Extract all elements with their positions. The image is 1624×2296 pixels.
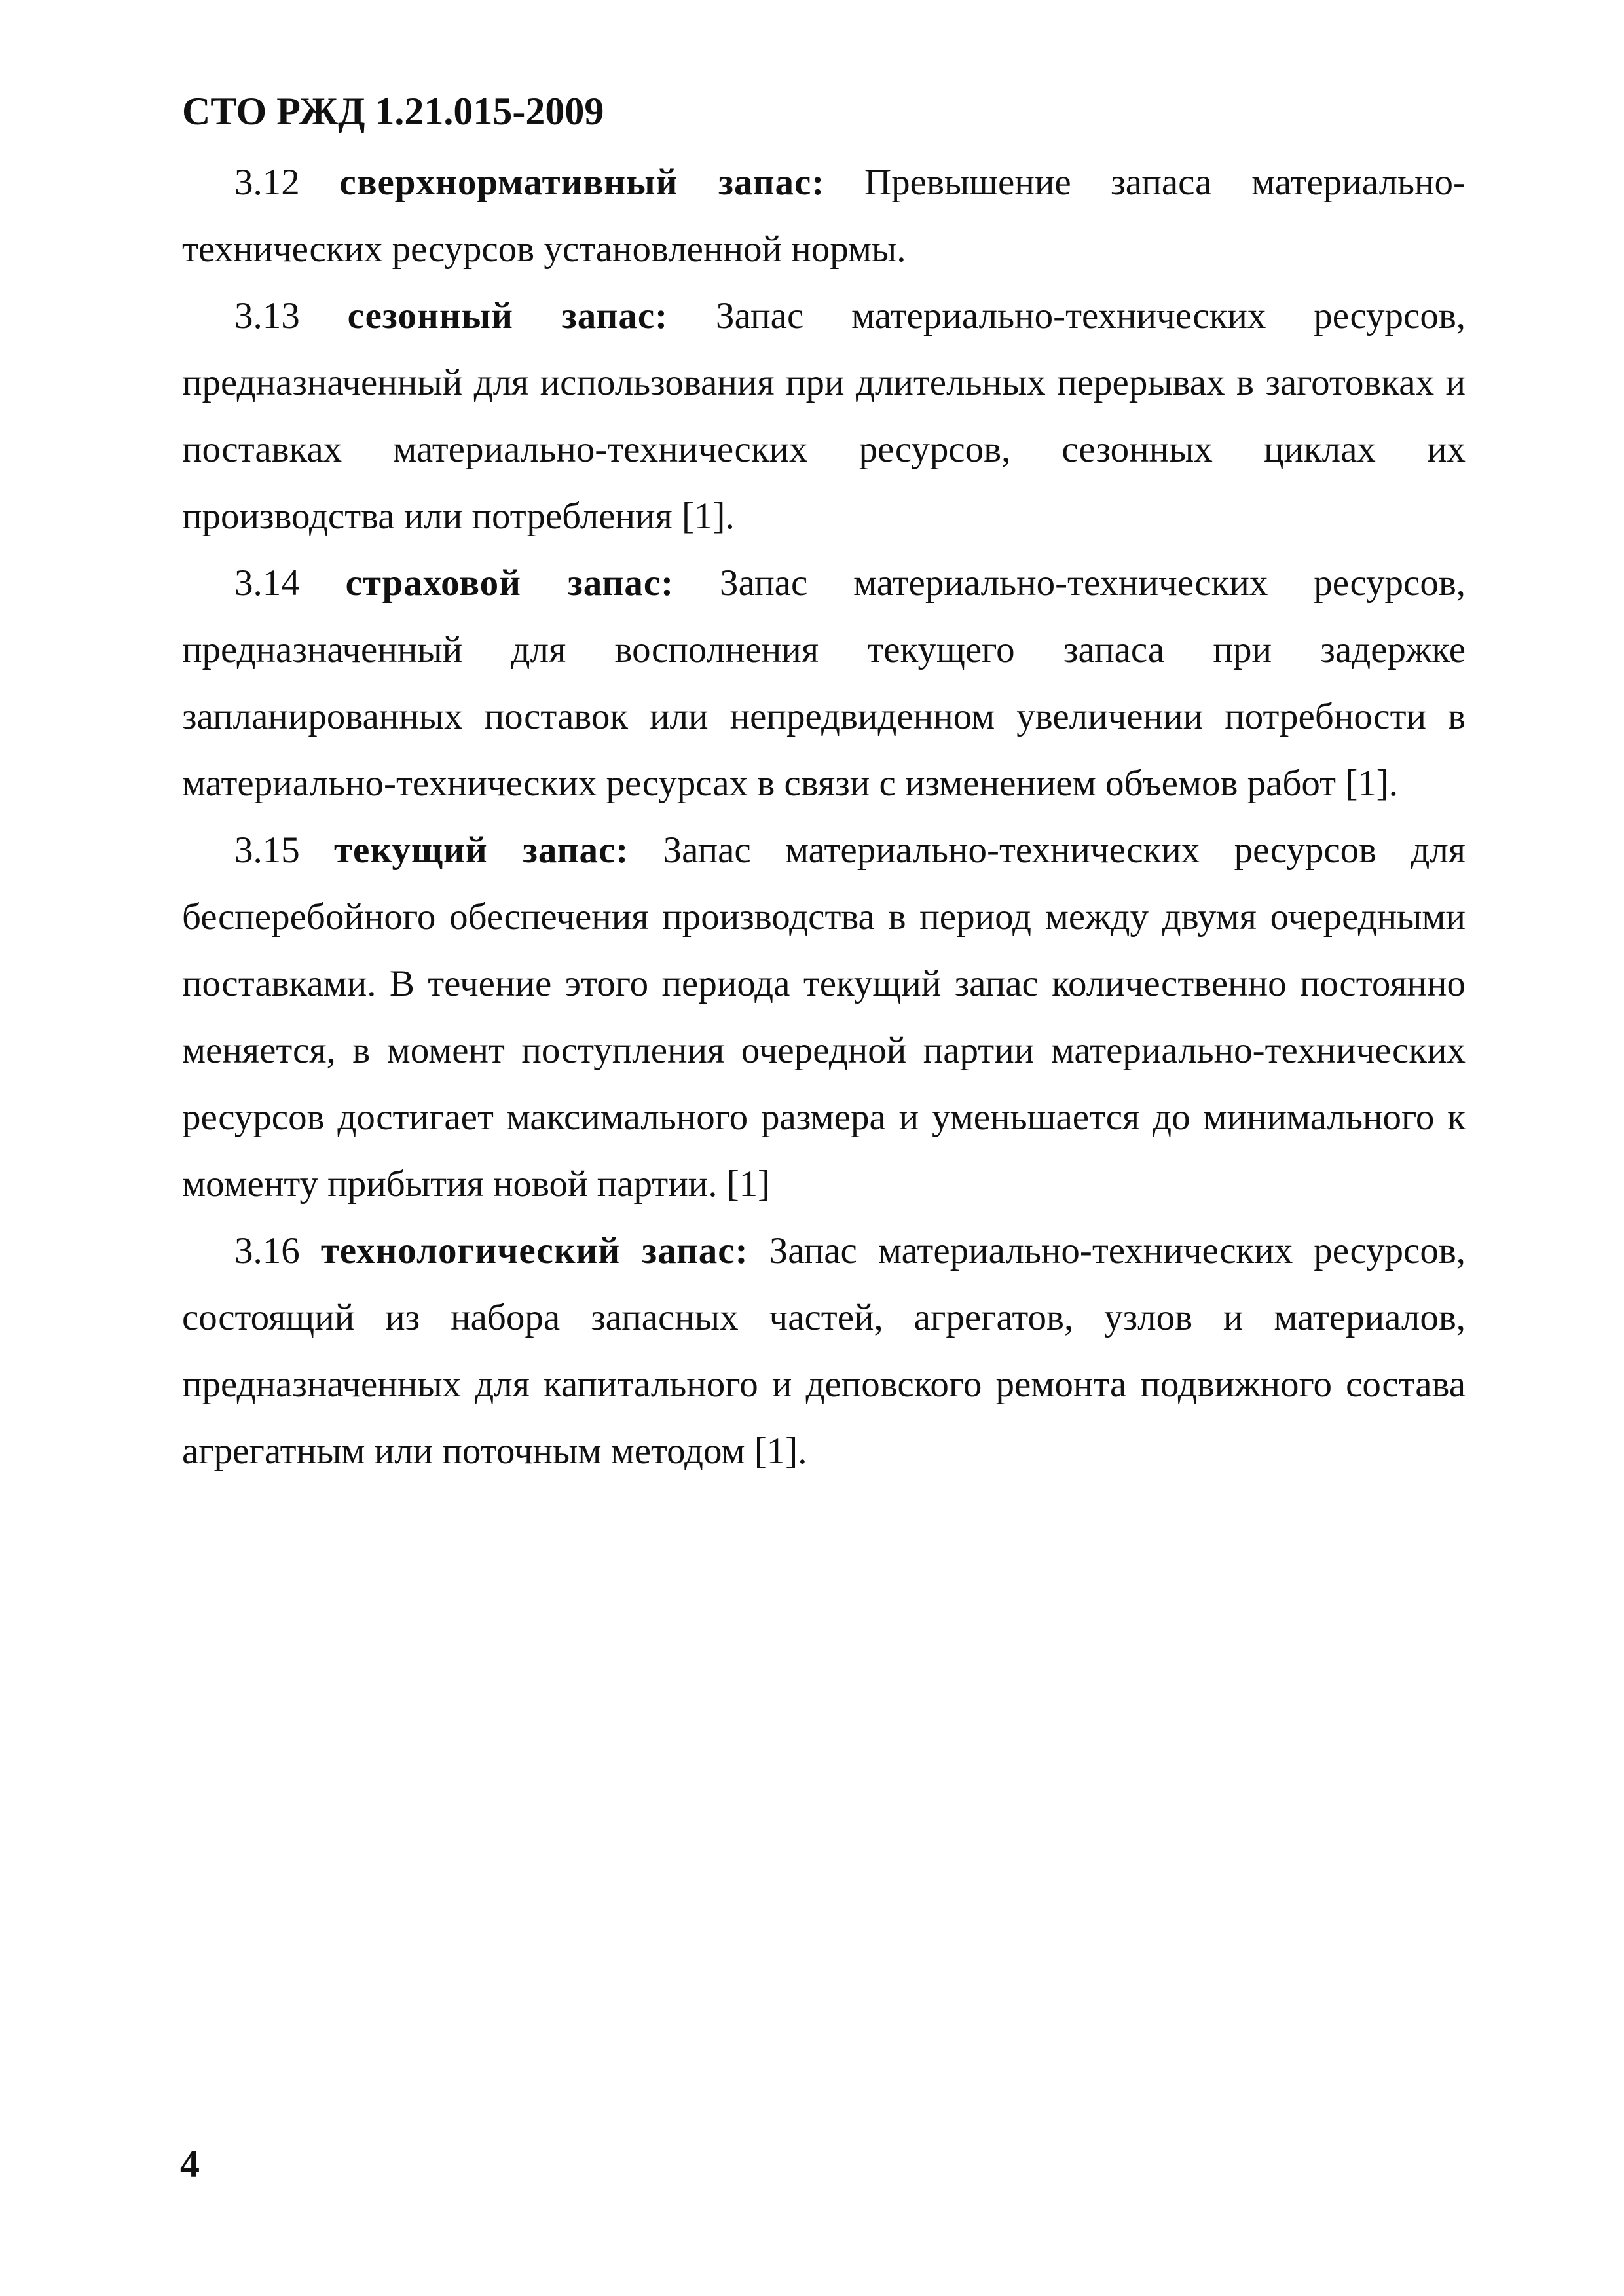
- terms-section: [182, 149, 1466, 1485]
- term-number: 3.15: [234, 829, 300, 871]
- term-definition: Запас материально-технических ресурсов, состоящий из набора запасных частей, агрегатов, узлов и материалов, предназначенных для капитального и деповского ремонта подвижного состава агрегатным или поточным методом [1].: [182, 1230, 1466, 1472]
- term-number: 3.12: [234, 162, 300, 203]
- document-code-header: СТО РЖД 1.21.015-2009: [182, 90, 604, 133]
- term-3-16: [182, 1218, 1466, 1485]
- term-name: текущий запас:: [334, 829, 629, 871]
- term-3-13: [182, 283, 1466, 550]
- term-name: технологический запас:: [320, 1230, 748, 1271]
- term-number: 3.16: [234, 1230, 300, 1271]
- term-definition: Запас материально-технических ресурсов, предназначенный для восполнения текущего запаса при задержке запланированных поставок или непредвиденном увеличении потребности в материально-технических ресурсах в связи с изменением объемов работ [1].: [182, 562, 1466, 804]
- page-number: 4: [180, 2142, 200, 2185]
- term-name: сезонный запас:: [347, 295, 669, 337]
- term-3-15: [182, 817, 1466, 1218]
- term-3-14: [182, 550, 1466, 817]
- term-definition: Запас материально-технических ресурсов для бесперебойного обеспечения производства в период между двумя очередными поставками. В течение этого периода текущий запас количественно постоянно меняется, в момент поступления очередной партии материально-технических ресурсов достигает максимального размера и уменьшается до минимального к моменту прибытия новой партии. [1]: [182, 829, 1466, 1205]
- term-definition: Запас материально-технических ресурсов, предназначенный для использования при длительных перерывах в заготовках и поставках материально-технических ресурсов, сезонных циклах их производства или потребления [1].: [182, 295, 1466, 537]
- term-name: сверхнормативный запас:: [339, 162, 825, 203]
- term-3-12: [182, 149, 1466, 283]
- term-number: 3.13: [234, 295, 300, 337]
- term-name: страховой запас:: [345, 562, 674, 604]
- term-number: 3.14: [234, 562, 300, 604]
- term-definition: Превышение запаса материально-технических ресурсов установленной нормы.: [182, 162, 1466, 270]
